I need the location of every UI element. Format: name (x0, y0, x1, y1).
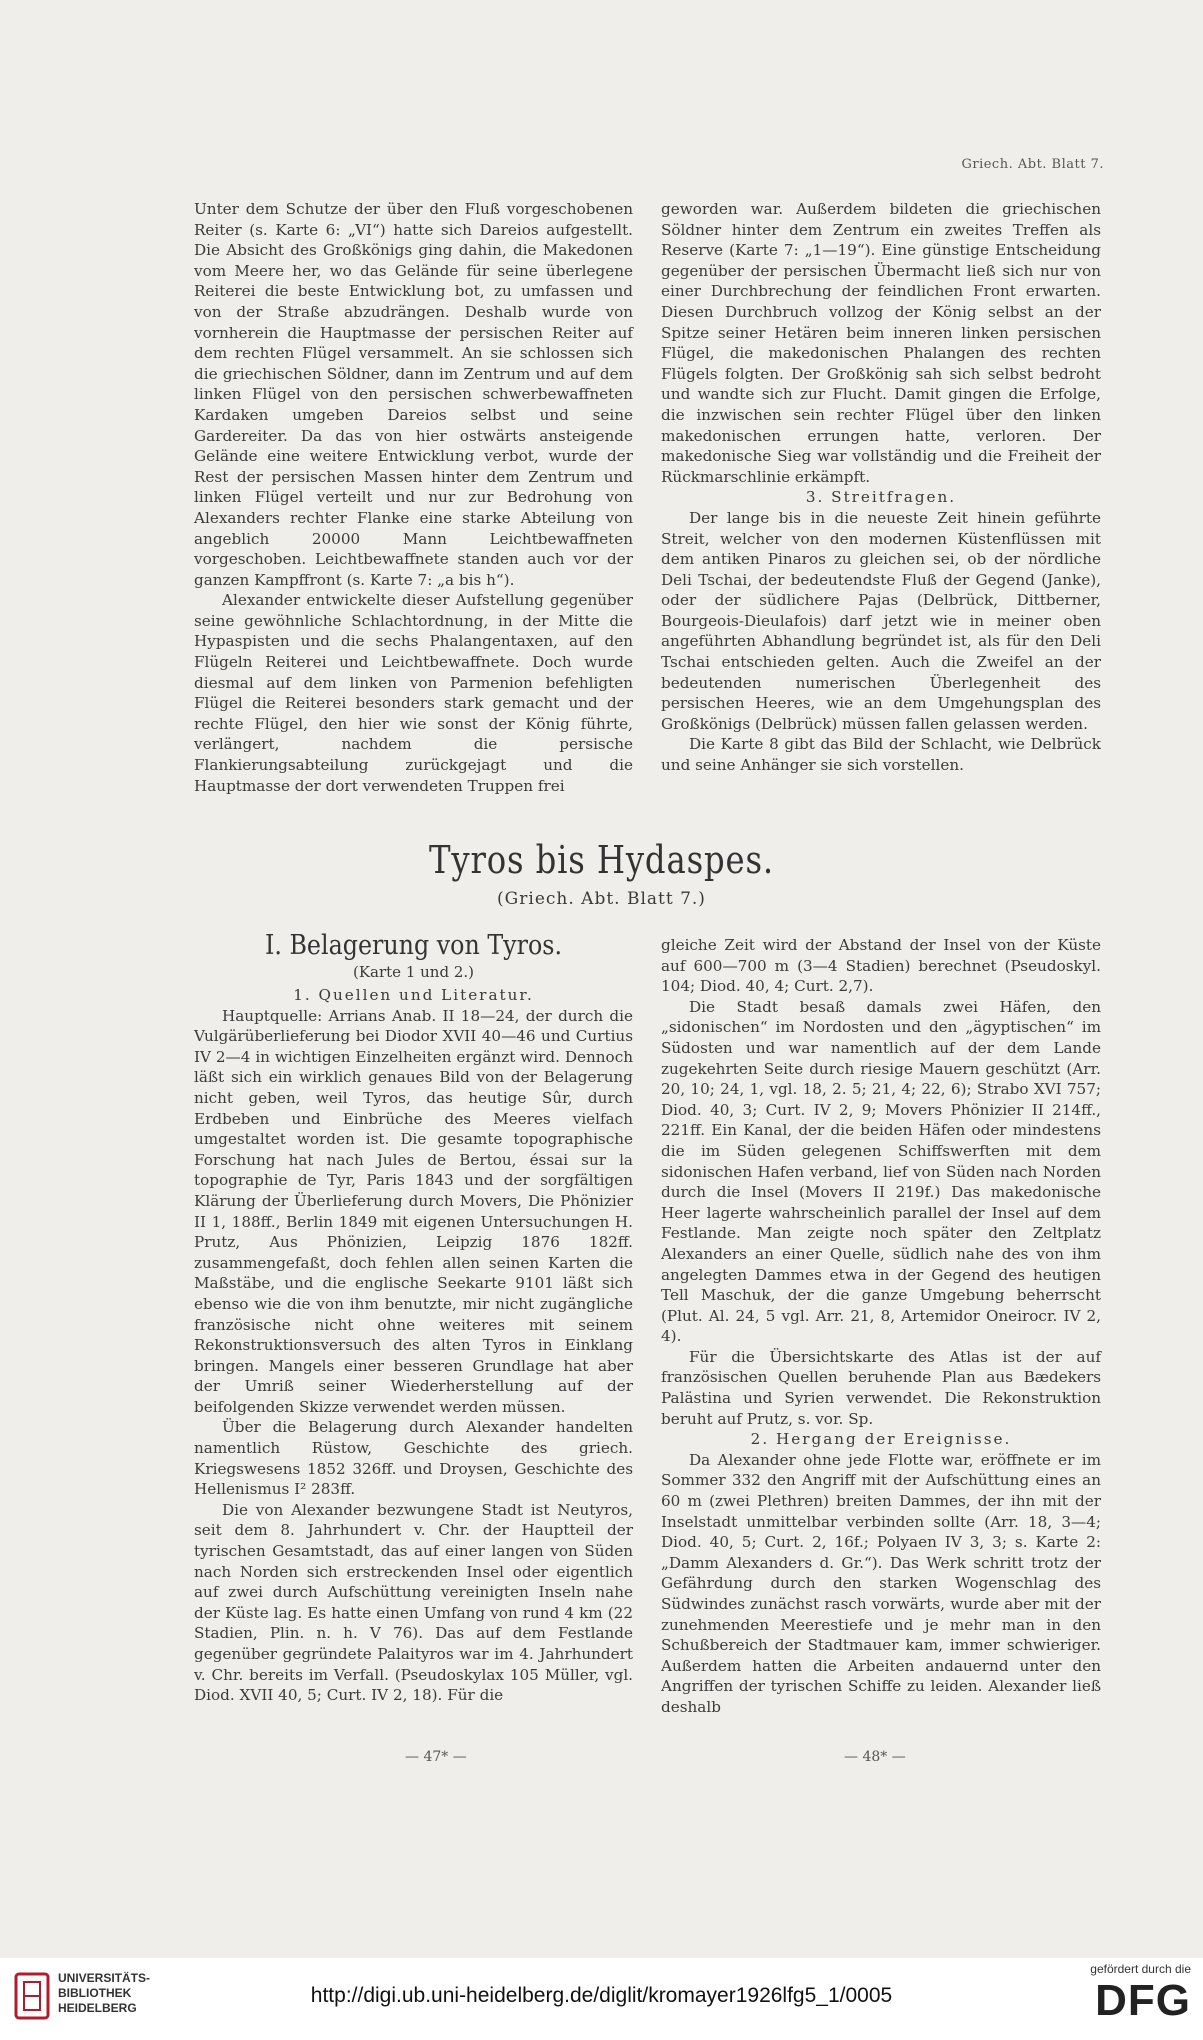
paragraph: Für die Übersichtskarte des Atlas ist der auf französischen Quellen beruhende Plan aus Bædekers Palästina und Syrien verwendet. Die Rekonstruktion beruht auf Prutz, s. vor. Sp. (661, 1347, 1101, 1428)
section-heading-quellen: 1. Quellen und Literatur. (293, 986, 534, 1004)
section-heading-hergang: 2. Hergang der Ereignisse. (750, 1430, 1012, 1449)
paragraph: Die Karte 8 gibt das Bild der Schlacht, wie Delbrück und seine Anhänger sie sich vorstellen. (661, 735, 1101, 775)
library-line: UNIVERSITÄTS- (58, 1971, 151, 1985)
top-right-column (661, 199, 1101, 819)
running-head: Griech. Abt. Blatt 7. (961, 157, 1104, 172)
source-url-link[interactable]: http://digi.ub.uni-heidelberg.de/diglit/kromayer1926lfg5_1/0005 (310, 1984, 893, 2007)
paragraph: Die von Alexander bezwungene Stadt ist Neutyros, seit dem 8. Jahrhundert v. Chr. der Hauptteil der tyrischen Gesamtstadt, das auf einer langen von Süden nach Norden sich erstreckenden Insel oder eigentlich auf zwei durch Aufschüttung vereinigten Inseln nahe der Küste lag. Es hatte einen Umfang von rund 4 km (22 Stadien, Plin. n. h. V 76). Das auf dem Festlande gegenüber gegründete Palaityros war im 4. Jahrhundert v. Chr. bereits im Verfall. (Pseudoskylax 105 Müller, vgl. Diod. XVII 40, 5; Curt. IV 2, 18). Für die (194, 1500, 633, 1705)
chapter-title: I. Belagerung von Tyros. (264, 930, 563, 961)
paragraph: Da Alexander ohne jede Flotte war, eröffnete er im Sommer 332 den Angriff mit der Aufschüttung eines an 60 m (zwei Plethren) breiten Dammes, der ihn mit der Inselstadt unmittelbar verbinden sollte (Arr. 18, 3—4; Diod. 40, 5; Curt. 2, 16f.; Polyaen IV 3, 3; s. Karte 2: „Damm Alexanders d. Gr.“). Das Werk schritt trotz der Gefährdung durch den starken Wogenschlag des Südwindes zunächst rasch vorwärts, wurde aber mit der zunehmenden Meerestiefe und je mehr man in den Schußbereich der Stadtmauer kam, immer schwieriger. Außerdem hatten die Arbeiten andauernd unter den Angriffen der tyrischen Schiffe zu leiden. Alexander ließ deshalb (661, 1450, 1101, 1716)
page-number-left: — 47* — (405, 1749, 467, 1765)
chapter-subtitle: (Karte 1 und 2.) (352, 963, 474, 981)
paragraph: Die Stadt besaß damals zwei Häfen, den „sidonischen“ im Nordosten und den „ägyptischen“ im Südosten und war namentlich auf der dem Lande zugekehrten Seite durch riesige Mauern geschützt (Arr. 20, 10; 24, 1, vgl. 18, 2. 5; 21, 4; 22, 6); Strabo XVI 757; Diod. 40, 3; Curt. IV 2, 9; Movers Phönizier II 214ff., 221ff. Ein Kanal, der die beiden Häfen oder mindestens die im Süden gelegenen Schiffswerften mit dem sidonischen Hafen verband, lief von Süden nach Norden durch die Insel (Movers II 219f.) Das makedonische Heer lagerte wahrscheinlich parallel der Insel auf dem Festlande. Man zeigte noch später den Zeltplatz Alexanders an einer Quelle, südlich nahe des von ihm angelegten Dammes etwa in der Gegend des heutigen Tell Maschuk, der die ganze Umgebung beherrscht (Plut. Al. 24, 5 vgl. Arr. 21, 8, Artemidor Oneirocr. IV 2, 4). (661, 997, 1101, 1346)
footer-bar (0, 1958, 1203, 2040)
page-number-right: — 48* — (844, 1749, 906, 1765)
dfg-wordmark: DFG (1095, 1976, 1191, 2025)
top-left-column (194, 199, 633, 819)
dfg-logo[interactable] (1041, 1962, 1191, 2034)
paragraph: Unter dem Schutze der über den Fluß vorgeschobenen Reiter (s. Karte 6: „VI“) hatte sich Dareios aufgestellt. Die Absicht des Großkönigs ging dahin, die Makedonen vom Meere her, wo das Gelände für seine überlegene Reiterei die beste Entwicklung bot, zu umfassen und von der Straße abzudrängen. Deshalb wurde von vornherein die Hauptmasse der persischen Reiter auf dem rechten Flügel versammelt. An sie schlossen sich die griechischen Söldner, dann im Zentrum und auf dem linken Flügel von den persischen schwerbewaffneten Kardaken umgeben Dareios selbst und seine Gardereiter. Da das von hier ostwärts ansteigende Gelände eine weitere Entwicklung verbot, wurde der Rest der persischen Massen hinter dem Zentrum und linken Flügel verteilt und nur zur Bedrohung von Alexanders rechter Flanke eine starke Abteilung von angeblich 20000 Mann Leichtbewaffneten vorgeschoben. Leichtbewaffnete standen auch vor der ganzen Kampffront (s. Karte 7: „a bis h“). (194, 200, 633, 589)
bottom-right-column (661, 935, 1101, 1745)
library-line: HEIDELBERG (58, 2001, 137, 2015)
section-heading-streitfragen: 3. Streitfragen. (805, 488, 957, 507)
paragraph: Der lange bis in die neueste Zeit hinein geführte Streit, welcher von den modernen Küstenflüssen mit dem antiken Pinaros zu gleichen sei, ob der nördliche Deli Tschai, der bedeutendste Fluß der Gegend (Janke), oder der südlichere Pajas (Delbrück, Dittberner, Bourgeois-Dieulafois) darf jetzt wie in meiner oben angeführten Abhandlung begründet ist, als für den Deli Tschai entschieden gelten. Auch die Zweifel an der bedeutenden numerischen Überlegenheit des persischen Heeres, wie an dem Umgehungsplan des Großkönigs (Delbrück) müssen fallen gelassen werden. (661, 508, 1101, 733)
paragraph: Hauptquelle: Arrians Anab. II 18—24, der durch die Vulgärüberlieferung bei Diodor XVII 40—46 und Curtius IV 2—4 in wichtigen Einzelheiten ergänzt wird. Dennoch läßt sich ein wirklich genaues Bild von der Belagerung nicht geben, weil Tyros, das heutige Sûr, durch Erdbeben und Einbrüche des Meeres vielfach umgestaltet worden ist. Die gesamte topographische Forschung hat nach Jules de Bertou, éssai sur la topographie de Tyr, Paris 1843 und der sorgfältigen Klärung der Überlieferung durch Movers, Die Phönizier II 1, 188ff., Berlin 1849 mit eigenen Untersuchungen H. Prutz, Aus Phönizien, Leipzig 1876 182ff. zusammengefaßt, doch fehlen allen seinen Karten die Maßstäbe, und die englische Seekarte 9101 läßt sich ebenso wie die von ihm benutzte, mir nicht zugängliche französische nicht ohne weiteres mit seinem Rekonstruktionsversuch des alten Tyros in Einklang bringen. Mangels einer besseren Grundlage hat aber der Umriß seiner Wiederherstellung auf der beifolgenden Skizze verwendet werden müssen. (194, 1006, 633, 1416)
main-subtitle: (Griech. Abt. Blatt 7.) (497, 889, 706, 909)
library-line: BIBLIOTHEK (58, 1986, 132, 2000)
paragraph: Über die Belagerung durch Alexander handelten namentlich Rüstow, Geschichte des griech. Kriegswesens 1852 326ff. und Droysen, Geschichte des Hellenismus I² 283ff. (194, 1418, 633, 1499)
paragraph: gleiche Zeit wird der Abstand der Insel von der Küste auf 600—700 m (3—4 Stadien) berechnet (Pseudoskyl. 104; Diod. 40, 4; Curt. 2,7). (661, 936, 1101, 996)
bottom-left-column (194, 985, 633, 1745)
paragraph: Alexander entwickelte dieser Aufstellung gegenüber seine gewöhnliche Schlachtordnung, in der Mitte die Hypaspisten und die sechs Phalangentaxen, auf den Flügeln Reiterei und Leichtbewaffnete. Doch wurde diesmal auf dem linken von Parmenion befehligten Flügel die Reiterei besonders stark gemacht und der rechte Flügel, den hier wie sonst der König führte, verlängert, nachdem die persische Flankierungsabteilung zurückgejagt und die Hauptmasse der dort verwendeten Truppen frei (194, 591, 633, 795)
paragraph: geworden war. Außerdem bildeten die griechischen Söldner hinter dem Zentrum ein zweites Treffen als Reserve (Karte 7: „1—19“). Eine günstige Entscheidung gegenüber der persischen Übermacht ließ sich nur von einer Durchbrechung der feindlichen Front erwarten. Diesen Durchbruch vollzog der König selbst an der Spitze seiner Hetären beim inneren linken persischen Flügel, die makedonischen Phalangen des rechten Flügels folgten. Der Großkönig sah sich selbst bedroht und wandte sich zur Flucht. Damit gingen die Erfolge, die inzwischen sein rechter Flügel über den linken makedonischen errungen hatte, verloren. Der makedonische Sieg war vollständig und die Freiheit der Rückmarschlinie erkämpft. (661, 200, 1101, 486)
funded-by-label: gefördert durch die (1090, 1962, 1191, 1976)
main-title: Tyros bis Hydaspes. (428, 838, 775, 882)
